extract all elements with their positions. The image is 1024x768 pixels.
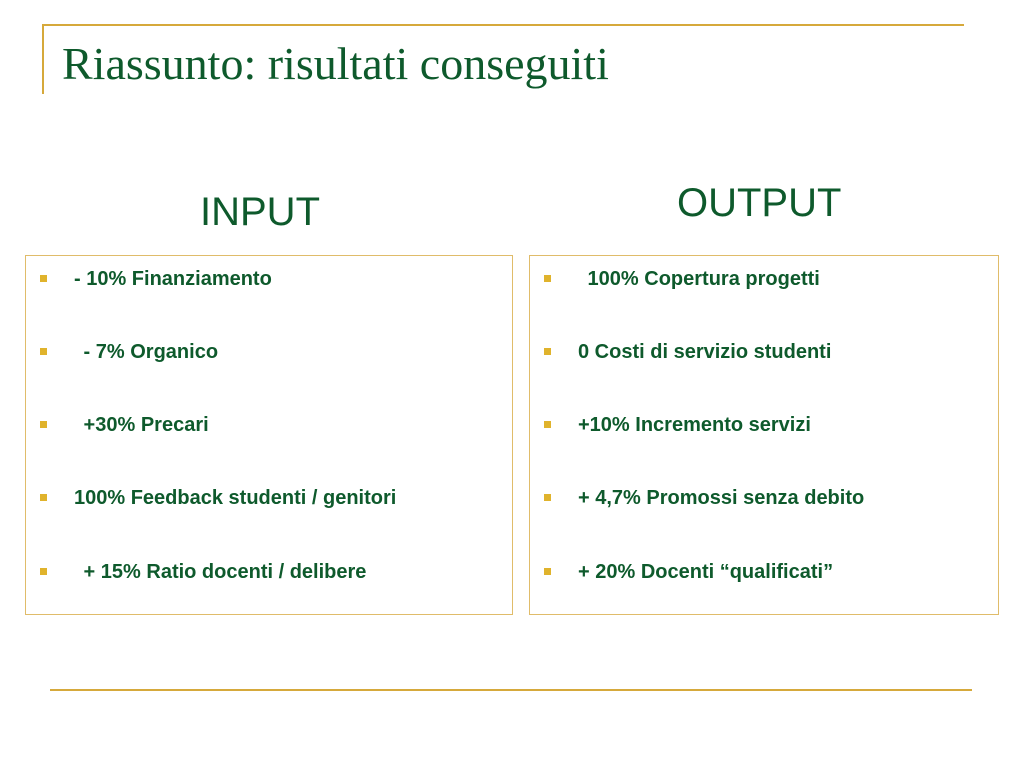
output-item-5 <box>530 558 998 586</box>
output-item-1 <box>530 265 998 293</box>
square-bullet-icon <box>40 348 47 355</box>
input-panel <box>25 255 513 615</box>
square-bullet-icon <box>544 568 551 575</box>
output-item-text: + 20% Docenti “qualificati” <box>578 561 834 583</box>
output-panel <box>529 255 999 615</box>
input-item-2 <box>26 338 512 366</box>
input-item-3 <box>26 411 512 439</box>
input-item-text: - 7% Organico <box>78 341 219 363</box>
square-bullet-icon <box>544 275 551 282</box>
output-list <box>530 256 998 614</box>
input-item-4 <box>26 484 512 512</box>
output-column-heading: OUTPUT <box>677 181 842 225</box>
input-item-1 <box>26 265 512 293</box>
output-item-text: + 4,7% Promossi senza debito <box>578 487 865 509</box>
title-accent-line-left <box>42 24 44 94</box>
square-bullet-icon <box>40 275 47 282</box>
output-item-2 <box>530 338 998 366</box>
square-bullet-icon <box>40 494 47 501</box>
input-item-text: + 15% Ratio docenti / delibere <box>78 561 367 583</box>
input-item-text: +30% Precari <box>78 414 209 436</box>
footer-accent-line <box>50 689 972 691</box>
input-list <box>26 256 512 614</box>
square-bullet-icon <box>544 348 551 355</box>
input-item-text: 100% Feedback studenti / genitori <box>74 487 397 509</box>
output-item-text: 100% Copertura progetti <box>582 268 820 290</box>
output-item-text: 0 Costi di servizio studenti <box>578 341 832 363</box>
title-accent-line-top <box>42 24 964 26</box>
square-bullet-icon <box>544 494 551 501</box>
input-item-text: - 10% Finanziamento <box>74 268 272 290</box>
output-item-4 <box>530 484 998 512</box>
input-column-heading: INPUT <box>200 190 320 234</box>
output-item-3 <box>530 411 998 439</box>
square-bullet-icon <box>40 421 47 428</box>
slide-title: Riassunto: risultati conseguiti <box>62 38 609 89</box>
square-bullet-icon <box>40 568 47 575</box>
square-bullet-icon <box>544 421 551 428</box>
input-item-5 <box>26 558 512 586</box>
output-item-text: +10% Incremento servizi <box>578 414 811 436</box>
